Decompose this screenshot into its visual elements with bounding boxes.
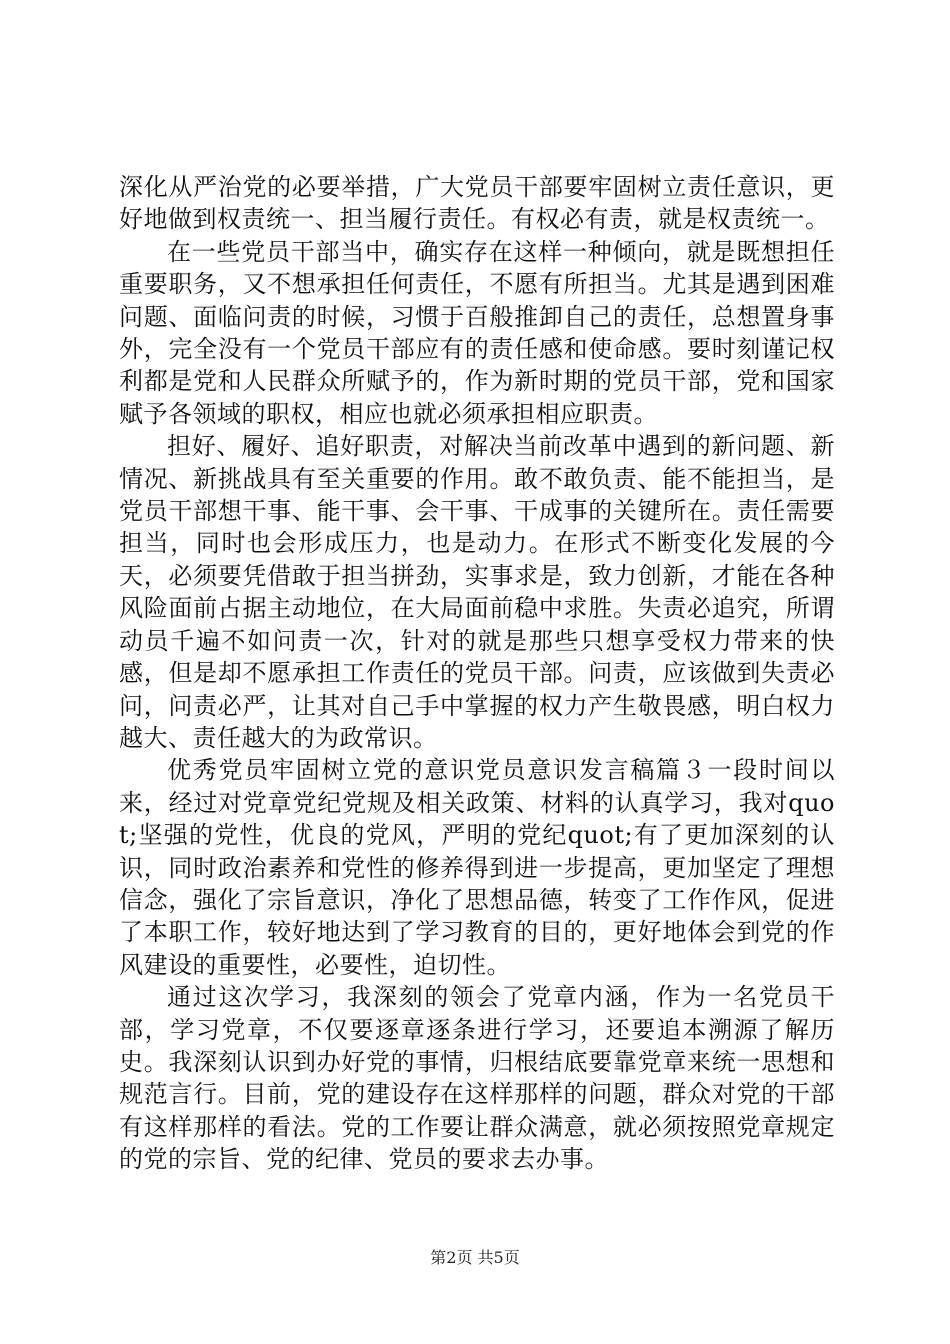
page-number-footer: 第2页 共5页 bbox=[430, 1248, 520, 1267]
paragraph-1: 深化从严治党的必要举措，广大党员干部要牢固树立责任意识，更好地做到权责统一、担当履行责任。有权必有责，就是权责统一。 bbox=[119, 173, 835, 234]
paragraph-5: 通过这次学习，我深刻的领会了党章内涵，作为一名党员干部，学习党章，不仅要逐章逐条进行学习，还要追本溯源了解历史。我深刻认识到办好党的事情，归根结底要靠党章来统一思想和规范言行。目前，党的建设存在这样那样的问题，群众对党的干部有这样那样的看法。党的工作要让群众满意，就必须按照党章规定的党的宗旨、党的纪律、党员的要求去办事。 bbox=[119, 983, 835, 1174]
paragraph-4: 优秀党员牢固树立党的意识党员意识发言稿篇３一段时间以来，经过对党章党纪党规及相关政策、材料的认真学习，我对quot;坚强的党性，优良的党风，严明的党纪quot;有了更加深刻的认识，同时政治素养和党性的修养得到进一步提高，更加坚定了理想信念，强化了宗旨意识，净化了思想品德，转变了工作作风，促进了本职工作，较好地达到了学习教育的目的，更好地体会到党的作风建设的重要性，必要性，迫切性。 bbox=[119, 756, 835, 979]
document-body bbox=[119, 171, 835, 1176]
paragraph-3: 担好、履好、追好职责，对解决当前改革中遇到的新问题、新情况、新挑战具有至关重要的作用。敢不敢负责、能不能担当，是党员干部想干事、能干事、会干事、干成事的关键所在。责任需要担当，同时也会形成压力，也是动力。在形式不断变化发展的今天，必须要凭借敢于担当拼劲，实事求是，致力创新，才能在各种风险面前占据主动地位，在大局面前稳中求胜。失责必追究，所谓动员千遍不如问责一次，针对的就是那些只想享受权力带来的快感，但是却不愿承担工作责任的党员干部。问责，应该做到失责必问，问责必严，让其对自己手中掌握的权力产生敬畏感，明白权力越大、责任越大的为政常识。 bbox=[119, 432, 835, 752]
paragraph-2: 在一些党员干部当中，确实存在这样一种倾向，就是既想担任重要职务，又不想承担任何责任，不愿有所担当。尤其是遇到困难问题、面临问责的时候，习惯于百般推卸自己的责任，总想置身事外，完全没有一个党员干部应有的责任感和使命感。要时刻谨记权利都是党和人民群众所赋予的，作为新时期的党员干部，党和国家赋予各领域的职权，相应也就必须承担相应职责。 bbox=[119, 237, 835, 428]
